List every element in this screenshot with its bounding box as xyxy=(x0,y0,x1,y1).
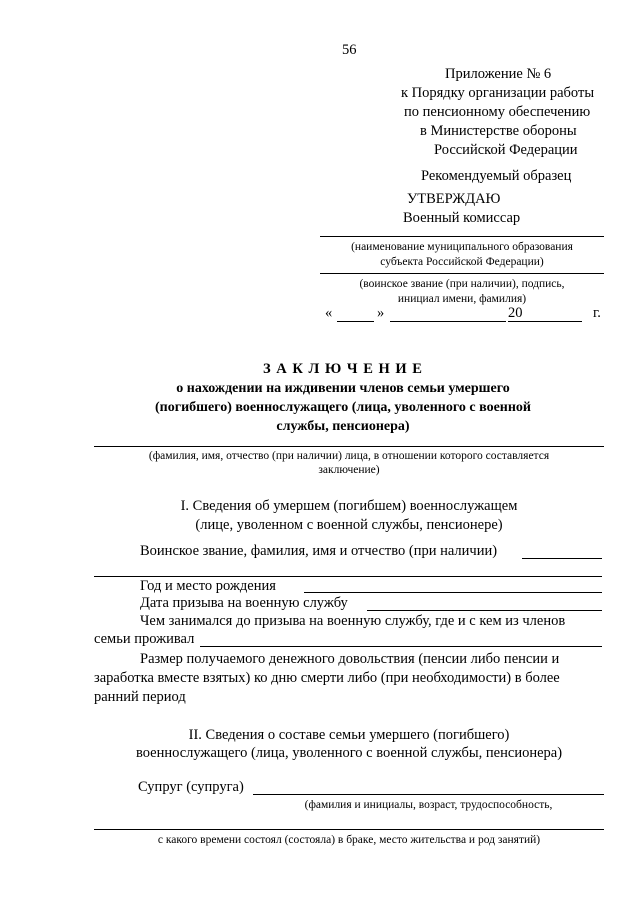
approve-line xyxy=(320,273,604,274)
occupation-line xyxy=(200,646,602,647)
allowance-label-cont: заработка вместе взятых) ко дню смерти либо (при необходимости) в более xyxy=(94,670,560,686)
person-name-caption: заключение) xyxy=(318,464,380,476)
rank-line-2 xyxy=(94,576,602,577)
approve-caption: инициал имени, фамилия) xyxy=(397,293,527,305)
spouse-label: Супруг (супруга) xyxy=(138,779,244,795)
section2-heading: военнослужащего (лица, уволенного с военной службы, пенсионера) xyxy=(135,745,563,761)
spouse-line xyxy=(253,794,604,795)
allowance-label-cont: ранний период xyxy=(94,689,186,705)
approve-caption: субъекта Российской Федерации) xyxy=(380,256,544,268)
marriage-caption: с какого времени состоял (состояла) в браке, место жительства и род занятий) xyxy=(157,834,541,846)
rank-line xyxy=(522,558,602,559)
draft-line xyxy=(367,610,602,611)
occupation-label: Чем занимался до призыва на военную службу, где и с кем из членов xyxy=(140,613,566,629)
appendix-title: Приложение № 6 xyxy=(445,66,552,82)
approve-caption: (воинское звание (при наличии), подпись, xyxy=(359,278,565,290)
rank-label: Воинское звание, фамилия, имя и отчество (при наличии) xyxy=(140,543,498,559)
section1-heading: I. Сведения об умершем (погибшем) военнослужащем xyxy=(180,498,518,514)
approve-role: Военный комиссар xyxy=(403,210,521,226)
person-name-line xyxy=(94,446,604,447)
birth-label: Год и место рождения xyxy=(140,578,276,594)
spouse-caption: (фамилия и инициалы, возраст, трудоспособность, xyxy=(304,799,553,811)
conclusion-subtitle: о нахождении на иждивении членов семьи умершего xyxy=(176,381,510,396)
section2-heading: II. Сведения о составе семьи умершего (погибшего) xyxy=(188,727,510,743)
date-year-line xyxy=(508,321,582,322)
appendix-line: по пенсионному обеспечению xyxy=(404,104,591,120)
occupation-label-cont: семьи проживал xyxy=(94,631,195,647)
marriage-line xyxy=(94,829,604,830)
conclusion-subtitle: (погибшего) военнослужащего (лица, уволенного с военной xyxy=(155,400,531,415)
approve-title: УТВЕРЖДАЮ xyxy=(407,191,501,207)
date-quote-close: » xyxy=(377,305,385,321)
section1-heading: (лице, уволенном с военной службы, пенсионере) xyxy=(195,517,503,533)
date-year-suffix: г. xyxy=(593,305,601,321)
allowance-label: Размер получаемого денежного довольствия (пенсии либо пенсии и xyxy=(140,651,560,667)
appendix-line: Российской Федерации xyxy=(434,142,578,158)
date-month-line xyxy=(390,321,506,322)
conclusion-subtitle: службы, пенсионера) xyxy=(276,419,410,434)
appendix-line: в Министерстве обороны xyxy=(420,123,577,139)
conclusion-title: З А К Л Ю Ч Е Н И Е xyxy=(263,361,423,377)
approve-caption: (наименование муниципального образования xyxy=(351,241,573,253)
date-day-line xyxy=(337,321,374,322)
draft-label: Дата призыва на военную службу xyxy=(140,595,348,611)
approve-line xyxy=(320,236,604,237)
page-number: 56 xyxy=(342,42,357,58)
appendix-line: к Порядку организации работы xyxy=(401,85,595,101)
person-name-caption: (фамилия, имя, отчество (при наличии) лица, в отношении которого составляется xyxy=(148,450,550,462)
date-quote-open: « xyxy=(325,305,333,321)
birth-line xyxy=(304,592,602,593)
recommended-sample: Рекомендуемый образец xyxy=(421,168,572,184)
date-year-prefix: 20 xyxy=(508,305,523,321)
